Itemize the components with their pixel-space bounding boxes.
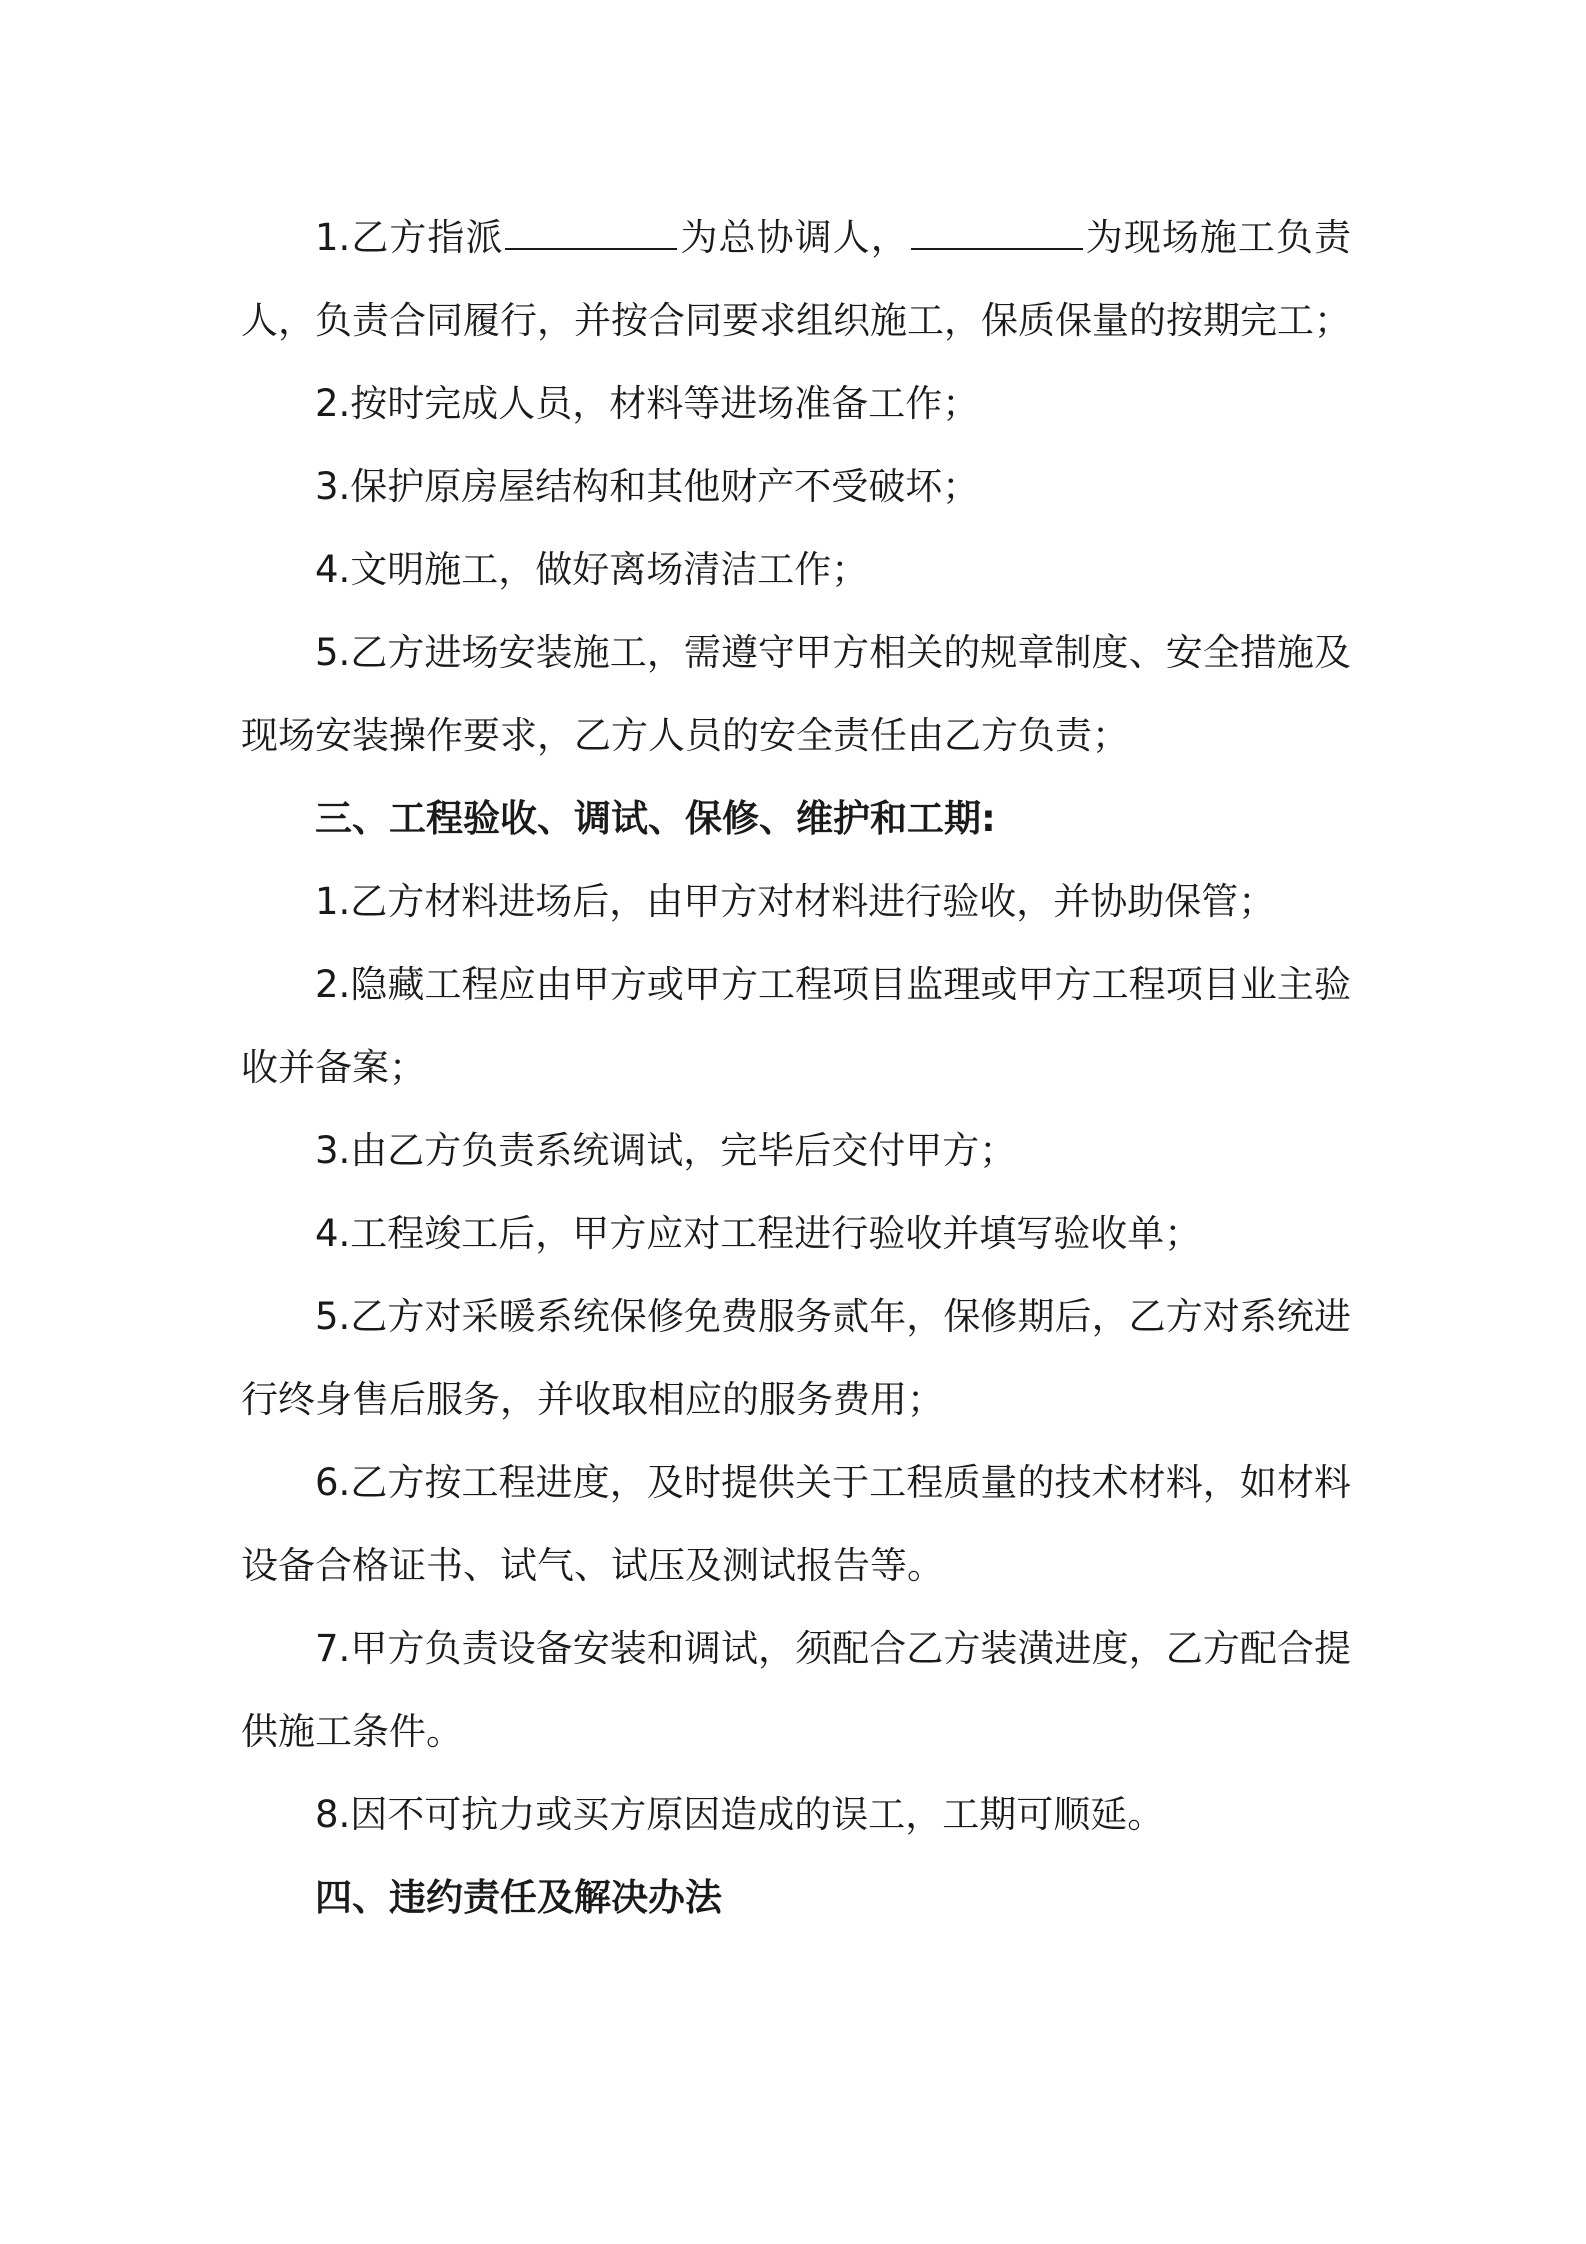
clause-3-item-2: 2.隐藏工程应由甲方或甲方工程项目监理或甲方工程项目业主验收并备案； [241, 963, 1351, 1089]
document-body [241, 196, 1351, 1939]
clause-3-item-7: 7.甲方负责设备安装和调试，须配合乙方装潢进度，乙方配合提供施工条件。 [241, 1627, 1351, 1753]
clause-text: 为总协调人， [679, 216, 909, 259]
section-3-heading: 三、工程验收、调试、保修、维护和工期: [315, 797, 996, 840]
section-4-heading: 四、违约责任及解决办法 [315, 1876, 722, 1919]
clause-2-item-4: 4.文明施工，做好离场清洁工作； [315, 548, 869, 591]
clause-text: 为现场施工负责人，负责合同履行，并按合同要求组织施工，保质保量的按期完工； [241, 216, 1352, 342]
clause-2-item-2: 2.按时完成人员，材料等进场准备工作； [315, 382, 980, 425]
site-manager-blank [911, 214, 1083, 250]
clause-3-item-3: 3.由乙方负责系统调试，完毕后交付甲方； [315, 1129, 1017, 1172]
clause-3-item-6: 6.乙方按工程进度，及时提供关于工程质量的技术材料，如材料设备合格证书、试气、试压及测试报告等。 [241, 1461, 1351, 1587]
clause-3-item-5: 5.乙方对采暖系统保修免费服务贰年，保修期后，乙方对系统进行终身售后服务，并收取相应的服务费用； [241, 1295, 1351, 1421]
clause-2-item-3: 3.保护原房屋结构和其他财产不受破坏； [315, 465, 980, 508]
clause-text: 1.乙方指派 [315, 216, 504, 259]
clause-3-item-8: 8.因不可抗力或买方原因造成的误工，工期可顺延。 [315, 1793, 1165, 1836]
clause-2-item-1 [241, 196, 1351, 362]
clause-2-item-5: 5.乙方进场安装施工，需遵守甲方相关的规章制度、安全措施及现场安装操作要求，乙方人员的安全责任由乙方负责； [241, 631, 1351, 757]
coordinator-blank [505, 214, 677, 250]
clause-3-item-4: 4.工程竣工后，甲方应对工程进行验收并填写验收单； [315, 1212, 1202, 1255]
clause-3-item-1: 1.乙方材料进场后，由甲方对材料进行验收，并协助保管； [315, 880, 1276, 923]
